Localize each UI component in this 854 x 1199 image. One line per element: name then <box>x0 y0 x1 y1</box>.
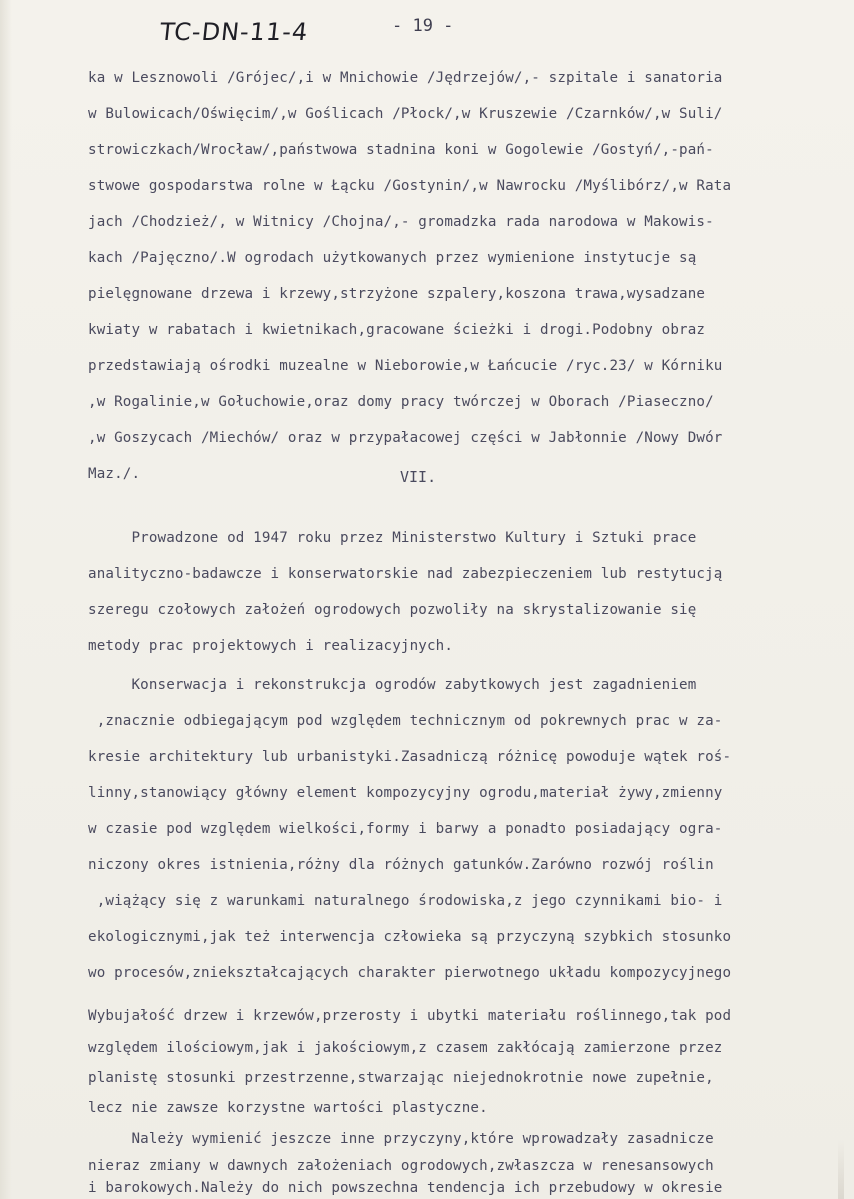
text-line: stwowe gospodarstwa rolne w Łącku /Gostynin/,w Nawrocku /Myślibórz/,w Rata <box>88 178 732 194</box>
text-line: kresie architektury lub urbanistyki.Zasadniczą różnicę powoduje wątek roś- <box>88 749 732 765</box>
text-line: Wybujałość drzew i krzewów,przerosty i ubytki materiału roślinnego,tak pod <box>88 1008 732 1024</box>
text-line: analityczno-badawcze i konserwatorskie nad zabezpieczeniem lub restytucją <box>88 566 723 582</box>
text-line: kwiaty w rabatach i kwietnikach,gracowane ścieżki i drogi.Podobny obraz <box>88 322 706 338</box>
handwritten-signature-code: TC-DN-11-4 <box>158 18 310 46</box>
text-line: ka w Lesznowoli /Grójec/,i w Mnichowie /Jędrzejów/,- szpitale i sanatoria <box>88 70 723 86</box>
paper-wear-mark <box>838 1139 844 1199</box>
text-line: kach /Pajęczno/.W ogrodach użytkowanych przez wymienione instytucje są <box>88 250 697 266</box>
text-line: Należy wymienić jeszcze inne przyczyny,które wprowadzały zasadnicze <box>88 1131 714 1147</box>
text-line: metody prac projektowych i realizacyjnych. <box>88 638 454 654</box>
text-line: Prowadzone od 1947 roku przez Ministerstwo Kultury i Sztuki prace <box>88 530 697 546</box>
text-line: strowiczkach/Wrocław/,państwowa stadnina koni w Gogolewie /Gostyń/,-pań- <box>88 142 714 158</box>
page-number: - 19 - <box>392 16 454 36</box>
section-heading: VII. <box>400 468 437 486</box>
text-line: planistę stosunki przestrzenne,stwarzając niejednokrotnie nowe zupełnie, <box>88 1070 714 1086</box>
text-line: lecz nie zawsze korzystne wartości plastyczne. <box>88 1100 488 1116</box>
text-line: ,znacznie odbiegającym pod względem technicznym od pokrewnych prac w za- <box>88 713 723 729</box>
text-line: pielęgnowane drzewa i krzewy,strzyżone szpalery,koszona trawa,wysadzane <box>88 286 706 302</box>
text-line: ekologicznymi,jak też interwencja człowieka są przyczyną szybkich stosunko <box>88 929 732 945</box>
text-line: w czasie pod względem wielkości,formy i barwy a ponadto posiadający ogra- <box>88 821 723 837</box>
text-line: jach /Chodzież/, w Witnicy /Chojna/,- gromadzka rada narodowa w Makowis- <box>88 214 714 230</box>
text-line: szeregu czołowych założeń ogrodowych pozwoliły na skrystalizowanie się <box>88 602 697 618</box>
text-line: niczony okres istnienia,różny dla różnych gatunków.Zarówno rozwój roślin <box>88 857 714 873</box>
text-line: Konserwacja i rekonstrukcja ogrodów zabytkowych jest zagadnieniem <box>88 677 697 693</box>
text-line: linny,stanowiący główny element kompozycyjny ogrodu,materiał żywy,zmienny <box>88 785 723 801</box>
text-line: ,w Goszycach /Miechów/ oraz w przypałacowej części w Jabłonnie /Nowy Dwór <box>88 430 723 446</box>
text-line: i barokowych.Należy do nich powszechna tendencja ich przebudowy w okresie <box>88 1180 723 1196</box>
text-line: Maz./. <box>88 466 141 482</box>
text-line: w Bulowicach/Oświęcim/,w Goślicach /Płock/,w Kruszewie /Czarnków/,w Suli/ <box>88 106 723 122</box>
text-line: wo procesów,zniekształcających charakter pierwotnego układu kompozycyjnego <box>88 965 732 981</box>
text-line: ,w Rogalinie,w Gołuchowie,oraz domy pracy twórczej w Oborach /Piaseczno/ <box>88 394 714 410</box>
text-line: przedstawiają ośrodki muzealne w Nieborowie,w Łańcucie /ryc.23/ w Kórniku <box>88 358 723 374</box>
text-line: ,wiążący się z warunkami naturalnego środowiska,z jego czynnikami bio- i <box>88 893 723 909</box>
text-line: względem ilościowym,jak i jakościowym,z czasem zakłócają zamierzone przez <box>88 1040 723 1056</box>
text-line: nieraz zmiany w dawnych założeniach ogrodowych,zwłaszcza w renesansowych <box>88 1158 714 1174</box>
